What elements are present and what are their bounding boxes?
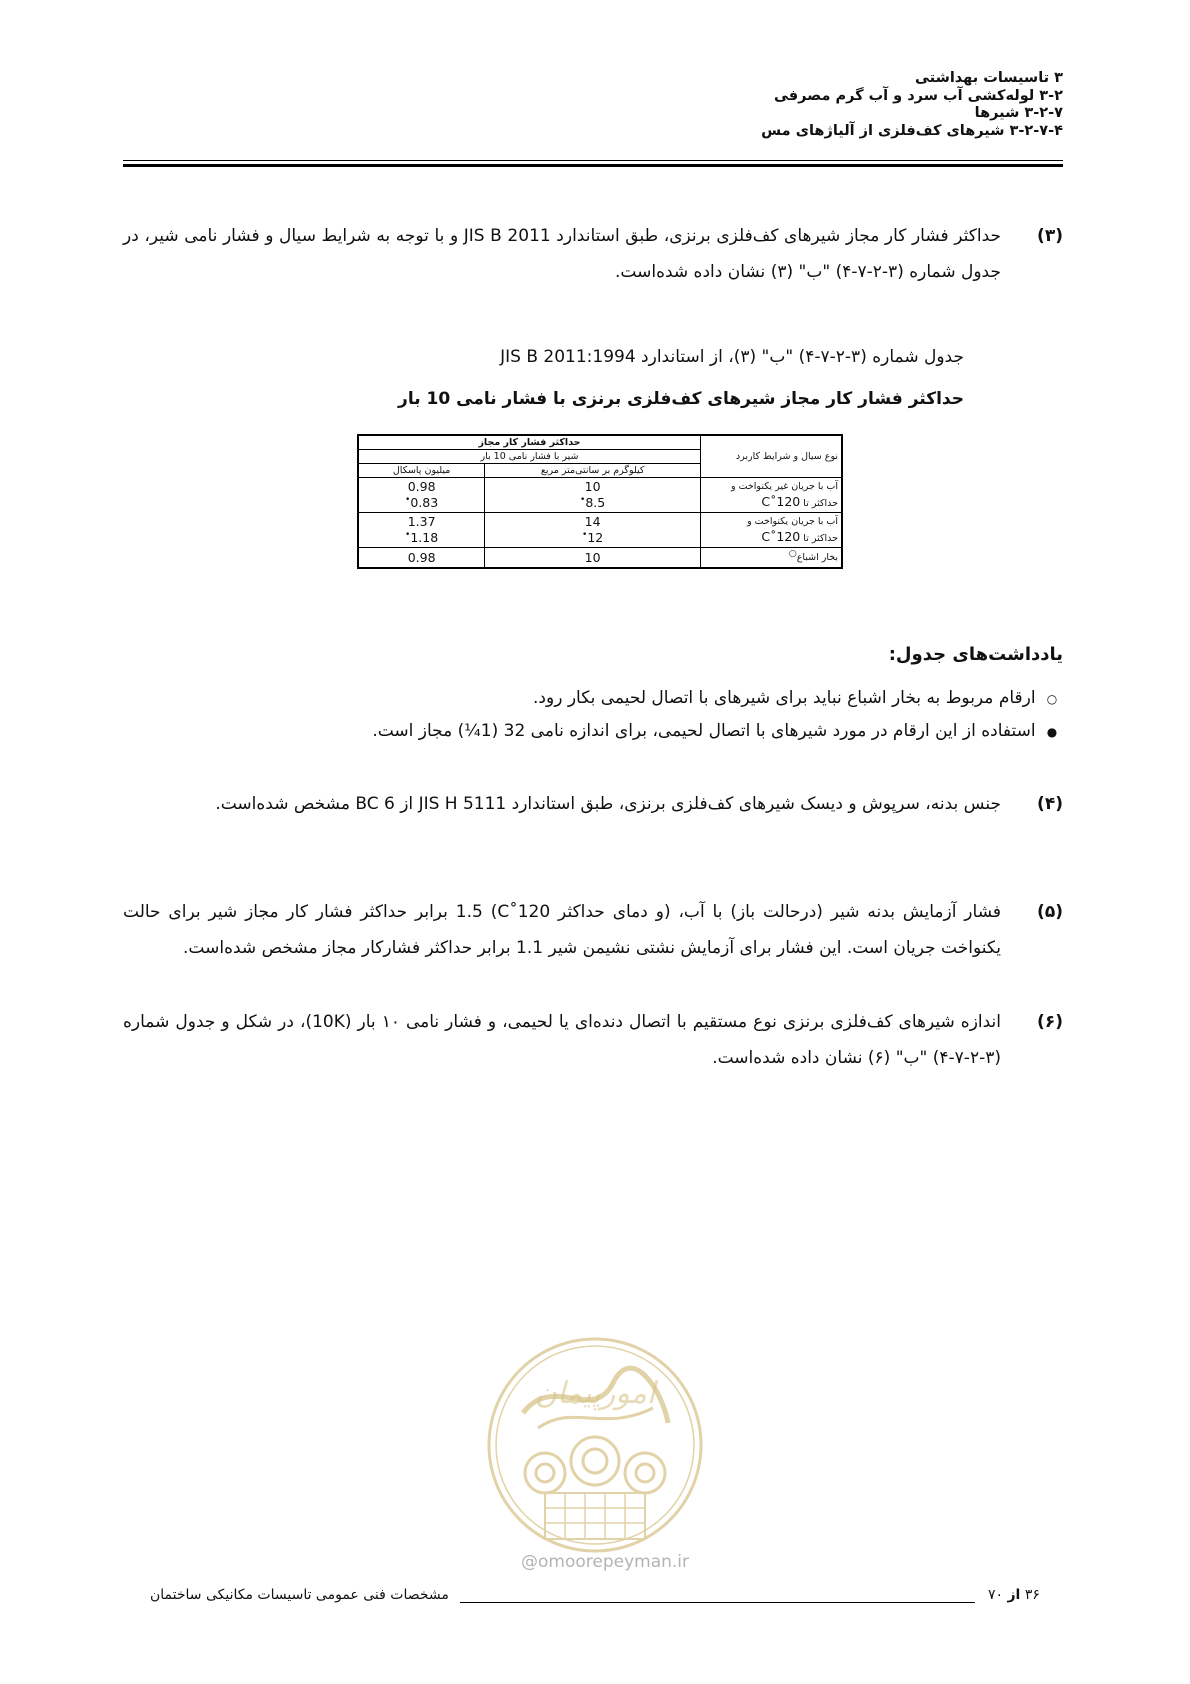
header-rule-thin	[123, 160, 1063, 161]
kg-value: 8.5	[585, 495, 606, 510]
paragraph-number: (۳)	[1037, 226, 1063, 246]
dot-bullet-icon: ●	[1046, 725, 1058, 739]
table-caption: جدول شماره (۳-۲-۷-۴) "ب" (۳)، از استاندارد JIS B 2011:1994	[500, 347, 964, 367]
notes-title: یادداشت‌های جدول:	[888, 644, 1063, 665]
header-kg-cm2: کیلوگرم بر سانتی‌متر مربع	[485, 464, 701, 478]
application-cell	[701, 513, 843, 548]
kg-value-cell: 10	[485, 548, 701, 569]
paragraph-number: (۴)	[1037, 794, 1063, 814]
paragraph-text: جنس بدنه، سرپوش و دیسک شیرهای کف‌فلزی برنزی، طبق استاندارد JIS H 5111 از BC 6 مشخص شده‌است.	[215, 794, 1001, 814]
paragraph-6	[123, 1004, 1063, 1076]
paragraph-number: (۵)	[1037, 902, 1063, 922]
application-cell	[701, 548, 843, 569]
watermark-logo-text: امورپیمان	[534, 1376, 656, 1411]
circle-bullet-icon: ○	[1046, 692, 1058, 706]
application-line: حداکثر تا	[803, 533, 838, 544]
application-line: حداکثر تا	[803, 498, 838, 509]
mpa-value-cell	[358, 513, 485, 548]
footer-rule	[460, 1602, 975, 1603]
note-item	[533, 683, 1063, 714]
header-line-1: ۳ تاسیسات بهداشتی	[914, 70, 1063, 86]
paragraph-5	[123, 894, 1063, 966]
page-current: ۳۶	[1024, 1587, 1040, 1603]
solder-note-mark: •	[582, 529, 588, 540]
paragraph-text: اندازه شیرهای کف‌فلزی برنزی نوع مستقیم با اتصال دنده‌ای یا لحیمی، و فشار نامی ۱۰ بار (10K)، در شکل و جدول شماره (۳-۲-۷-۴) "ب" (۶) نشان داده شده‌است.	[123, 1012, 1002, 1068]
kg-value: 10	[584, 479, 601, 494]
mpa-value-cell: 0.98	[358, 548, 485, 569]
paragraph-text: حداکثر فشار کار مجاز شیرهای کف‌فلزی برنزی، طبق استاندارد JIS B 2011 و با توجه به شرایط سیال و فشار نامی شیر، در جدول شماره (۳-۲-۷-۴) "ب" (۳) نشان داده شده‌است.	[123, 226, 1001, 282]
paragraph-number: (۶)	[1037, 1012, 1063, 1032]
solder-note-mark: •	[580, 494, 586, 505]
mpa-value: 0.98	[407, 479, 436, 494]
mpa-value: 1.37	[407, 514, 436, 529]
kg-value: 12	[587, 530, 604, 545]
mpa-value-cell	[358, 478, 485, 513]
table-title: حداکثر فشار کار مجاز شیرهای کف‌فلزی برنزی با فشار نامی 10 بار	[398, 389, 964, 409]
steam-note-mark: ○	[788, 548, 797, 559]
page-number	[988, 1587, 1040, 1603]
pressure-table	[357, 434, 843, 569]
kg-value-cell	[485, 478, 701, 513]
watermark-logo-icon	[483, 1333, 707, 1557]
kg-value-cell	[485, 513, 701, 548]
page-total: ۷۰	[988, 1587, 1004, 1603]
page-of: از	[1007, 1587, 1021, 1603]
application-cell	[701, 478, 843, 513]
solder-note-mark: •	[405, 494, 411, 505]
header-mpa: میلیون پاسکال	[358, 464, 485, 478]
header-max-pressure: حداکثر فشار کار مجاز	[358, 435, 701, 450]
section-header	[123, 70, 1063, 140]
application-line: بخار اشباع	[796, 552, 838, 563]
kg-value: 14	[584, 514, 601, 529]
solder-note-mark: •	[405, 529, 411, 540]
header-nominal-10bar: شیر با فشار نامی 10 بار	[358, 450, 701, 464]
application-line: آب با جریان غیر یکنواخت و	[730, 481, 838, 492]
paragraph-4	[123, 786, 1063, 822]
note-text: استفاده از این ارقام در مورد شیرهای با اتصال لحیمی، برای اندازه نامی 32 (1¼) مجاز است.	[372, 721, 1036, 741]
watermark-url: @omoorepeyman.ir	[520, 1552, 690, 1572]
temperature: 120˚C	[761, 529, 801, 544]
header-line-4: ۳-۲-۷-۴ شیرهای کف‌فلزی از آلیاژهای مس	[761, 122, 1063, 139]
temperature: 120˚C	[761, 494, 801, 509]
mpa-value: 1.18	[410, 530, 439, 545]
paragraph-text: فشار آزمایش بدنه شیر (درحالت باز) با آب، (و دمای حداکثر 120˚C) 1.5 برابر حداکثر فشار کار مجاز شیر برای حالت یکنواخت جریان است. این فشار برای آزمایش نشتی نشیمن شیر 1.1 برابر حداکثر فشارکار مجاز مشخص شده‌است.	[123, 902, 1001, 958]
header-rule-thick	[123, 164, 1063, 167]
mpa-value: 0.83	[410, 495, 439, 510]
application-line: آب با جریان یکنواخت و	[747, 516, 838, 527]
header-line-3: ۳-۲-۷ شیرها	[974, 105, 1063, 121]
paragraph-3	[123, 218, 1063, 290]
footer-title: مشخصات فنی عمومی تاسیسات مکانیکی ساختمان	[150, 1587, 449, 1603]
table-row	[358, 548, 842, 569]
table-row	[358, 478, 842, 513]
header-line-2: ۳-۲ لوله‌کشی آب سرد و آب گرم مصرفی	[773, 87, 1063, 104]
page-footer	[0, 1583, 1190, 1613]
header-application: نوع سیال و شرایط کاربرد	[701, 435, 843, 478]
note-text: ارقام مربوط به بخار اشباع نباید برای شیرهای با اتصال لحیمی بکار رود.	[533, 688, 1036, 708]
note-item	[372, 716, 1063, 747]
table-row	[358, 513, 842, 548]
